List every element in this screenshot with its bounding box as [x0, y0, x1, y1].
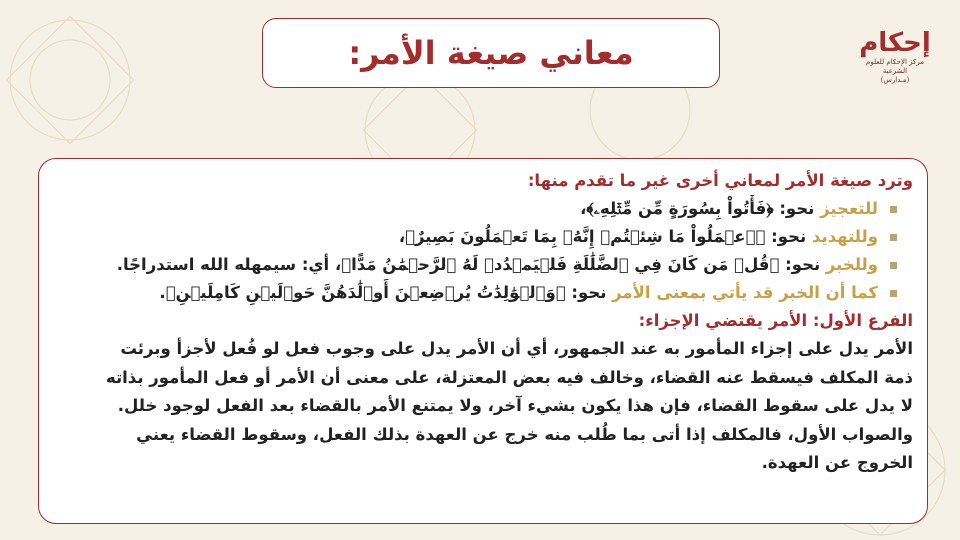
- item-after: ،: [580, 199, 587, 218]
- bullet-icon: [890, 290, 897, 297]
- logo: [858, 28, 932, 98]
- item-quote: ﴿ٱعۡمَلُواْ مَا شِئۡتُمۡ إِنَّهُۥ بِمَا تَعۡمَلُونَ بَصِيرٌ﴾: [405, 227, 766, 246]
- item-after: .: [159, 283, 166, 302]
- item-mid: نحو:: [765, 227, 812, 246]
- paragraph-line: والصواب الأول، فالمكلف إذا أتى بما طُلب منه خرج عن العهدة بذلك الفعل، وسقوط القضاء يعني: [136, 424, 913, 444]
- bullet-icon: [890, 262, 897, 269]
- item-after: ، أي: سيمهله الله استدراجًا.: [116, 255, 342, 274]
- list-item: [53, 279, 913, 307]
- bullet-icon: [890, 206, 897, 213]
- intro-heading: وترد صيغة الأمر لمعاني أخرى غير ما تقدم منها:: [527, 171, 913, 190]
- logo-subtitle: مركز الإحكام للعلوم الشرعية: [866, 58, 924, 75]
- item-mid: نحو:: [565, 283, 613, 302]
- item-term: كما أن الخبر قد يأتي بمعنى الأمر: [612, 283, 878, 302]
- paragraph: [53, 335, 913, 478]
- item-quote: ﴿فَأْتُواْ بِسُورَةٍ مِّن مِّثۡلِهِۦ﴾: [586, 199, 774, 218]
- branch-heading: الفرع الأول: الأمر يقتضي الإجزاء:: [638, 311, 913, 330]
- list-item: [53, 195, 913, 223]
- content-box: [38, 158, 928, 524]
- list-item: [53, 223, 913, 251]
- item-term: وللتهديد: [811, 227, 878, 246]
- page-title: معاني صيغة الأمر:: [348, 34, 634, 72]
- item-term: للتعجيز: [820, 199, 878, 218]
- item-mid: نحو:: [779, 255, 826, 274]
- paragraph-line: لا يدل على سقوط القضاء، فإن هذا يكون بشيء آخر، ولا يمتنع الأمر بالقضاء بعد الفعل لوجود خلل.: [117, 396, 913, 415]
- bullet-icon: [890, 234, 897, 241]
- item-after: ،: [398, 227, 406, 246]
- item-term: وللخبر: [825, 255, 878, 274]
- item-mid: نحو:: [773, 199, 821, 218]
- paragraph-line: الخروج عن العهدة.: [761, 453, 913, 472]
- title-box: [262, 18, 720, 88]
- logo-mark: إحكام: [859, 28, 931, 58]
- item-quote: ﴿قُلۡ مَن كَانَ فِي ٱلضَّلَٰلَةِ فَلۡيَمۡدُدۡ لَهُ ٱلرَّحۡمَٰنُ مَدًّا﴾: [341, 255, 780, 274]
- list-item: [53, 251, 913, 279]
- paragraph-line: الأمر يدل على إجزاء المأمور به عند الجمهور، أي أن الأمر يدل على وجوب فعل لو فُعل لأجزأ وبرئت: [120, 339, 913, 358]
- logo-subtitle-2: (مـدارس): [880, 76, 910, 84]
- paragraph-line: ذمة المكلف فيسقط عنه القضاء، وخالف فيه بعض المعتزلة، على معنى أن الأمر أو فعل المأمور بذاته: [105, 367, 913, 387]
- item-quote: ﴿وَٱلۡوَٰلِدَٰتُ يُرۡضِعۡنَ أَوۡلَٰدَهُنَّ حَوۡلَيۡنِ كَامِلَيۡنِ﴾: [165, 283, 566, 302]
